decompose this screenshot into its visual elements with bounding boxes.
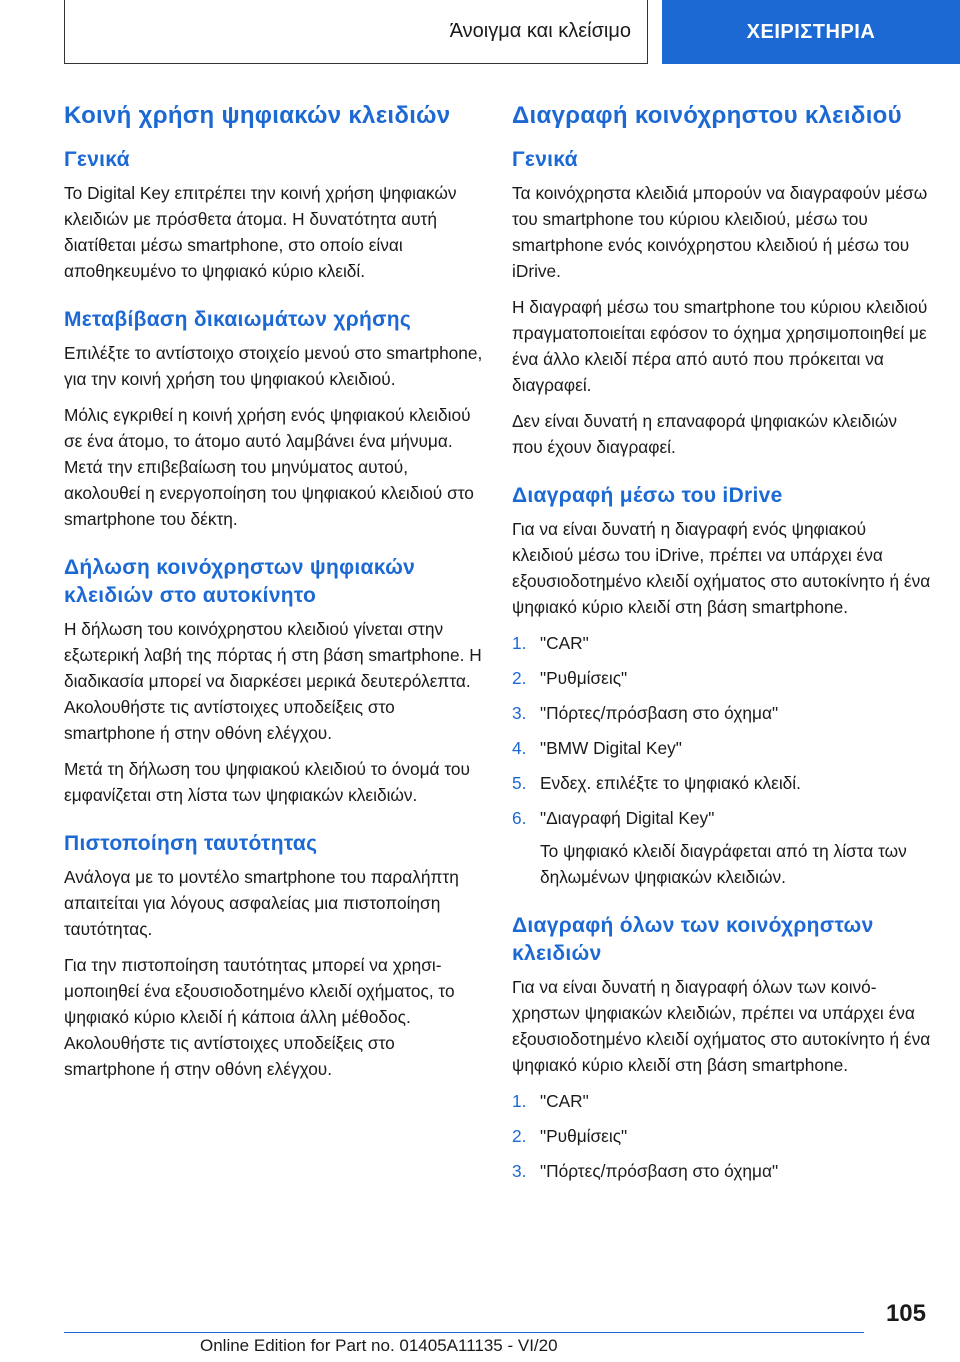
paragraph: Δεν είναι δυνατή η επαναφορά ψηφιακών κλειδιών που έχουν διαγραφεί. [512,411,898,457]
list-item [512,1123,932,1149]
paragraph: Η δήλωση του κοινόχρηστου κλειδιού γίνεται στην εξωτερική λαβή της πόρτας ή στη βάση smartphone. Η διαδικασία μπορεί να διαρκέσει μερικά δευτερόλεπτα. Ακολουθήστε τις αντίστοιχες υποδείξεις στο smartphone ή στην οθόνη ελέγχου. [64,619,482,743]
footer-divider [64,1332,864,1333]
step-number: 2. [512,668,527,688]
page-number: 105 [885,1300,926,1327]
list-item [512,700,932,726]
step-number: 5. [512,773,527,793]
paragraph: Μετά τη δήλωση του ψηφιακού κλειδιού το όνομά του εμφανίζεται στη λίστα των ψηφιακών κλειδιών. [64,759,470,805]
right-section-general-title: Γενικά [512,148,578,171]
step-number: 1. [512,1091,527,1111]
header-chapter-title: ΧΕΙΡΙΣΤΗΡΙΑ [746,20,876,43]
step-text: "Διαγραφή Digital Key" [540,808,715,828]
steps-list-delete-all [512,1088,932,1184]
paragraph: Μόλις εγκριθεί η κοινή χρήση ενός ψηφιακού κλειδιού σε ένα άτομο, το άτομο αυτό λαμβάνει ένα μήνυμα. Μετά την επιβεβαίωση του μηνύματος αυτού, ακολουθεί η ενεργοποίηση του ψηφιακού κλειδιού στο smartphone του δέκτη. [64,405,474,529]
step-number: 3. [512,1161,527,1181]
left-heading: Κοινή χρήση ψηφιακών κλειδιών [64,102,451,129]
step-number: 1. [512,633,527,653]
list-item [512,665,932,691]
step-note: Το ψηφιακό κλειδί διαγράφεται από τη λίστα των δηλωμένων ψηφιακών κλειδιών. [540,841,907,887]
paragraph: Ανάλογα με το μοντέλο smartphone του παραλήπτη απαιτείται για λόγους ασφαλείας μια πιστοποίηση ταυτότητας. [64,867,459,939]
paragraph: Για την πιστοποίηση ταυτότητας μπορεί να χρησιμοποιηθεί ένα εξουσιοδοτημένο κλειδί οχήματος, το ψηφιακό κύριο κλειδί ή κάποια άλλη μέθοδος. Ακολουθήστε τις αντίστοιχες υποδείξεις στο smartphone ή στην οθόνη ελέγχου. [64,955,455,1079]
step-number: 3. [512,703,527,723]
paragraph: Για να είναι δυνατή η διαγραφή όλων των κοινόχρηστων ψηφιακών κλειδιών, πρέπει να υπάρχει ένα εξουσιοδοτημένο κλειδί οχήματος στο αυτοκίνητο ή ένα ψηφιακό κύριο κλειδί στη βάση smartphone. [512,977,931,1075]
left-section-general-title: Γενικά [64,148,130,171]
steps-list-idrive [512,630,932,831]
list-item [512,1088,932,1114]
step-text: "BMW Digital Key" [540,738,682,758]
step-number: 6. [512,808,527,828]
step-number: 4. [512,738,527,758]
list-item [512,805,932,831]
header-chapter [662,0,960,64]
header-section-title: Άνοιγμα και κλείσιμο [449,20,631,42]
list-item [512,1158,932,1184]
list-item [512,735,932,761]
left-column [64,100,484,1092]
step-text: "Πόρτες/πρόσβαση στο όχημα" [540,703,779,723]
paragraph: Τα κοινόχρηστα κλειδιά μπορούν να διαγραφούν μέσω του smartphone του κύριου κλειδιού, μέσω του smartphone ενός κοινόχρηστου κλειδιού ή μέσω του iDrive. [512,183,928,281]
list-item [512,630,932,656]
left-section-register-title: Δήλωση κοινόχρηστων ψηφιακών κλειδιών στο αυτοκίνητο [64,556,416,607]
right-column [512,100,932,1193]
paragraph: Το Digital Key επιτρέπει την κοινή χρήση ψηφιακών κλειδιών με πρόσθετα άτομα. Η δυνατότητα αυτή διατίθεται μέσω smartphone, στο οποίο είναι αποθηκευμένο το ψηφιακό κύριο κλειδί. [64,183,457,281]
right-heading: Διαγραφή κοινόχρηστου κλειδιού [512,102,902,129]
paragraph: Επιλέξτε το αντίστοιχο στοιχείο μενού στο smartphone, για την κοινή χρήση του ψηφιακού κλειδιού. [64,343,483,389]
step-text: "CAR" [540,633,589,653]
header-section [64,0,648,64]
left-section-auth-title: Πιστοποίηση ταυτότητας [64,832,318,855]
paragraph: Η διαγραφή μέσω του smartphone του κύριου κλειδιού πραγματοποιείται εφόσον το όχημα χρησιμοποιηθεί με ένα άλλο κλειδί πέρα από αυτό που πρόκειται να διαγραφεί. [512,297,928,395]
step-text: Ενδεχ. επιλέξτε το ψηφιακό κλειδί. [540,773,801,793]
step-number: 2. [512,1126,527,1146]
left-section-rights-title: Μεταβίβαση δικαιωμάτων χρήσης [64,308,412,331]
step-text: "Ρυθμίσεις" [540,668,628,688]
paragraph: Για να είναι δυνατή η διαγραφή ενός ψηφιακού κλειδιού μέσω του iDrive, πρέπει να υπάρχει ένα εξουσιοδοτημένο κλειδί οχήματος στο αυτοκίνητο ή ένα ψηφιακό κύριο κλειδί στη βάση smartphone. [512,519,931,617]
list-item [512,770,932,796]
right-section-delete-all-title: Διαγραφή όλων των κοινόχρηστων κλειδιών [512,914,874,965]
right-section-idrive-title: Διαγραφή μέσω του iDrive [512,484,783,507]
step-text: "CAR" [540,1091,589,1111]
step-text: "Ρυθμίσεις" [540,1126,628,1146]
footer-edition: Online Edition for Part no. 01405A11135 - VI/20 [200,1336,558,1355]
step-text: "Πόρτες/πρόσβαση στο όχημα" [540,1161,779,1181]
